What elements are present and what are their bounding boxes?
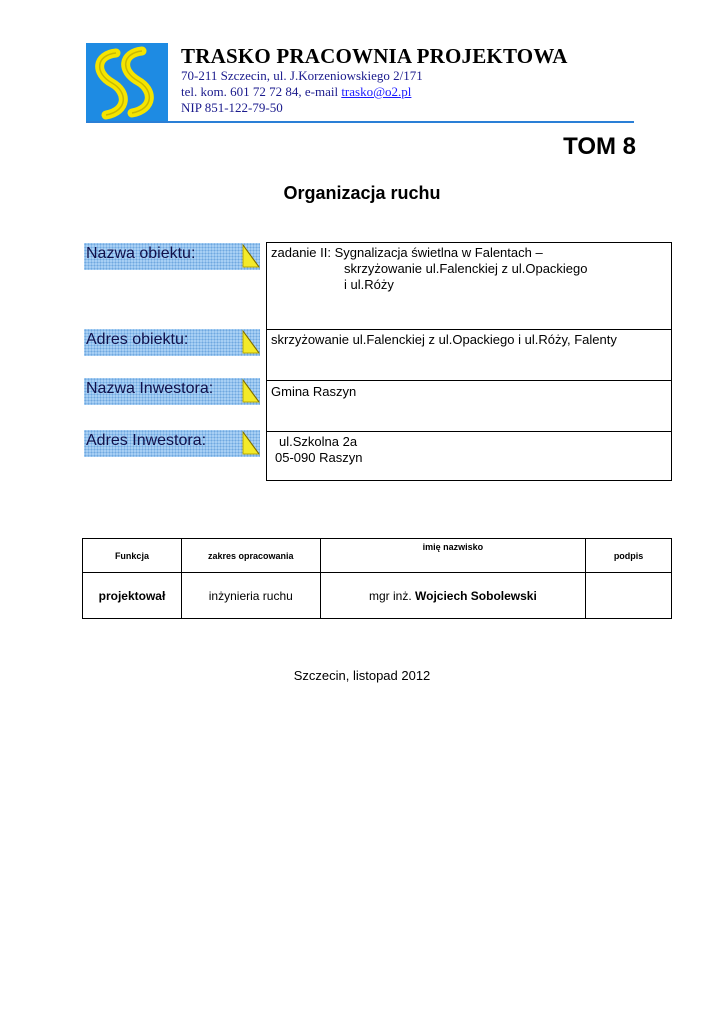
pencil-icon: [241, 243, 261, 270]
name-title: mgr inż.: [368, 588, 415, 603]
company-name: TRASKO PRACOWNIA PROJEKTOWA: [181, 44, 568, 68]
header-zakres: zakres opracowania: [181, 539, 320, 573]
label-object-name: [84, 243, 260, 270]
pencil-icon: [241, 378, 261, 405]
object-name-line: i ul.Róży: [344, 277, 394, 292]
investor-address-cell: [267, 431, 671, 482]
company-address: 70-211 Szczecin, ul. J.Korzeniowskiego 2/171: [181, 68, 423, 83]
label-object-name-text: Nazwa obiektu:: [86, 245, 196, 262]
label-investor-address-text: Adres Inwestora:: [86, 432, 207, 449]
cell-name: [320, 573, 585, 619]
label-investor-address: [84, 430, 260, 457]
investor-name-cell: [267, 380, 671, 431]
cell-funkcja: projektował: [83, 573, 182, 619]
volume-number: TOM 8: [563, 133, 636, 160]
object-name-cell: [267, 243, 671, 329]
pencil-icon: [241, 329, 261, 356]
label-object-address-text: Adres obiektu:: [86, 331, 189, 348]
header-podpis: podpis: [586, 539, 672, 573]
company-logo-graphic: [86, 43, 168, 123]
investor-name-value: Gmina Raszyn: [271, 384, 357, 399]
object-address-value: skrzyżowanie ul.Falenckiej z ul.Opackiego i ul.Róży, Falenty: [271, 332, 617, 347]
document-subject: Organizacja ruchu: [283, 183, 441, 203]
company-info: [181, 44, 568, 116]
header-name: imię nazwisko: [320, 539, 585, 573]
label-investor-name-text: Nazwa Inwestora:: [86, 380, 214, 397]
investor-address-line: 05-090 Raszyn: [275, 450, 363, 465]
contact-phone: tel. kom. 601 72 72 84, e-mail: [181, 84, 342, 99]
object-name-line: zadanie II: Sygnalizacja świetlna w Falentach –: [271, 245, 543, 260]
company-nip: NIP 851-122-79-50: [181, 100, 283, 115]
header-divider: [86, 121, 634, 123]
label-investor-name: [84, 378, 260, 405]
object-address-cell: [267, 329, 671, 380]
company-contact: [181, 84, 568, 100]
pencil-icon: [241, 430, 261, 457]
label-object-address: [84, 329, 260, 356]
cell-zakres: inżynieria ruchu: [181, 573, 320, 619]
person-name: Wojciech Sobolewski: [415, 588, 537, 603]
investor-address-line: ul.Szkolna 2a: [279, 434, 358, 449]
object-name-line: skrzyżowanie ul.Falenckiej z ul.Opackiego: [344, 261, 588, 276]
project-info-box: [266, 242, 672, 481]
signature-table: [82, 538, 672, 619]
header-funkcja: Funkcja: [83, 539, 182, 573]
signature-table-header: [83, 539, 672, 573]
cell-podpis: [586, 573, 672, 619]
email-link[interactable]: trasko@o2.pl: [341, 84, 412, 99]
signature-row: [83, 573, 672, 619]
place-date: Szczecin, listopad 2012: [293, 668, 431, 683]
company-logo: [86, 43, 168, 123]
